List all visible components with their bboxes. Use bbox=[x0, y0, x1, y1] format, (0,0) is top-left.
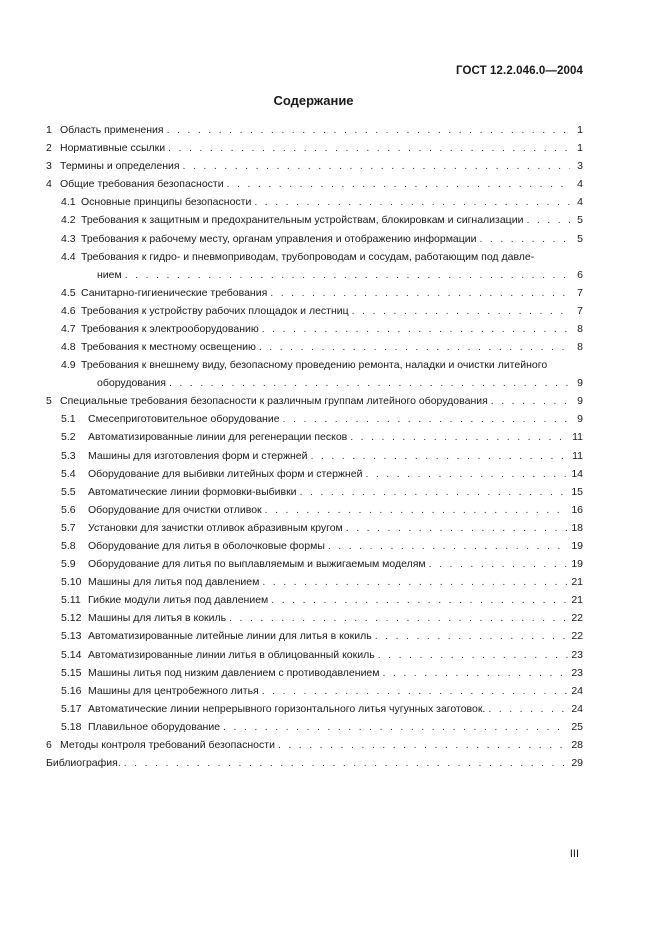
toc-entry bbox=[46, 558, 583, 571]
dot-leader bbox=[488, 703, 568, 716]
toc-entry-page: 22 bbox=[571, 612, 583, 625]
toc-entry-page: 28 bbox=[571, 739, 583, 751]
table-of-contents bbox=[46, 124, 583, 775]
toc-entry-title-continued: нием bbox=[97, 268, 122, 281]
toc-entry-title: Требования к устройству рабочих площадок и лестниц bbox=[81, 304, 349, 317]
toc-entry-page: 9 bbox=[577, 377, 583, 390]
toc-entry bbox=[46, 124, 583, 137]
toc-entry-page: 19 bbox=[571, 539, 583, 552]
toc-entry bbox=[46, 721, 583, 734]
toc-entry-title: Автоматизированные литейные линии для литья в кокиль bbox=[88, 630, 372, 643]
dot-leader bbox=[328, 540, 568, 553]
toc-entry bbox=[46, 649, 583, 662]
toc-entry-page: 8 bbox=[577, 341, 583, 354]
toc-entry bbox=[46, 251, 583, 282]
toc-entry-number: 4.9 bbox=[61, 359, 76, 372]
toc-entry-page: 5 bbox=[577, 232, 583, 245]
toc-entry-title: Плавильное оборудование bbox=[88, 720, 221, 733]
toc-entry-page: 16 bbox=[571, 503, 583, 516]
toc-entry-title: Машины для литья под давлением bbox=[88, 576, 260, 589]
toc-entry bbox=[46, 739, 583, 752]
dot-leader bbox=[227, 178, 570, 191]
toc-entry-page: 1 bbox=[577, 142, 583, 155]
toc-entry-title: Требования к защитным и предохранительным устройствам, блокировкам и сигнализации bbox=[81, 214, 524, 227]
toc-entry-page: 11 bbox=[572, 449, 583, 462]
toc-entry bbox=[46, 341, 583, 354]
toc-entry-number: 4.5 bbox=[61, 286, 76, 299]
toc-entry-title: Основные принципы безопасности bbox=[81, 196, 252, 209]
dot-leader bbox=[223, 721, 568, 734]
toc-entry-title: Машины литья под низким давлением с противодавлением bbox=[88, 666, 380, 679]
toc-entry-number: 5.11 bbox=[61, 594, 81, 607]
toc-entry-page: 29 bbox=[571, 757, 583, 770]
toc-entry-title: Установки для зачистки отливок абразивным кругом bbox=[88, 521, 343, 534]
toc-entry-title: Нормативные ссылки bbox=[60, 142, 166, 155]
dot-leader bbox=[480, 233, 571, 246]
toc-entry-title: Требования к рабочему месту, органам управления и отображению информации bbox=[81, 232, 477, 245]
toc-entry-page: 9 bbox=[577, 395, 583, 408]
dot-leader bbox=[262, 576, 568, 589]
toc-entry-page: 14 bbox=[571, 467, 583, 480]
toc-entry-page: 7 bbox=[577, 286, 583, 299]
toc-entry-title: Методы контроля требований безопасности bbox=[60, 739, 275, 751]
dot-leader bbox=[254, 196, 570, 209]
toc-entry bbox=[46, 196, 583, 209]
dot-leader bbox=[125, 269, 570, 282]
toc-entry bbox=[46, 630, 583, 643]
toc-entry bbox=[46, 757, 583, 770]
toc-entry bbox=[46, 504, 583, 517]
toc-entry bbox=[46, 486, 583, 499]
toc-entry-page: 8 bbox=[577, 322, 583, 335]
toc-entry-page: 23 bbox=[571, 648, 583, 661]
toc-entry-title: Санитарно-гигиенические требования bbox=[81, 286, 268, 299]
toc-entry-number: 6 bbox=[46, 739, 52, 751]
dot-leader bbox=[378, 649, 569, 662]
toc-entry-title: Машины для изготовления форм и стержней bbox=[88, 449, 308, 462]
toc-entry-number: 5.14 bbox=[61, 648, 82, 661]
toc-entry-number: 4 bbox=[46, 178, 52, 191]
toc-entry-title: Общие требования безопасности bbox=[60, 178, 224, 191]
dot-leader bbox=[265, 504, 569, 517]
toc-entry-number: 5.16 bbox=[61, 684, 82, 697]
dot-leader bbox=[124, 757, 569, 770]
toc-entry bbox=[46, 142, 583, 155]
toc-entry bbox=[46, 594, 583, 607]
toc-entry-number: 5.4 bbox=[61, 467, 76, 480]
toc-entry-page: 4 bbox=[577, 178, 583, 191]
page-title: Содержание bbox=[273, 93, 354, 108]
dot-leader bbox=[375, 630, 569, 643]
dot-leader bbox=[229, 612, 568, 625]
document-code: ГОСТ 12.2.046.0—2004 bbox=[456, 65, 583, 77]
dot-leader bbox=[383, 667, 569, 680]
toc-entry bbox=[46, 287, 583, 300]
toc-entry-title: Оборудование для литья в оболочковые формы bbox=[88, 539, 325, 552]
dot-leader bbox=[300, 486, 569, 499]
toc-entry-title: Термины и определения bbox=[60, 160, 180, 173]
toc-entry-title: Требования к внешнему виду, безопасному проведению ремонта, наладки и очистки литейного bbox=[81, 359, 548, 372]
toc-entry bbox=[46, 233, 583, 246]
dot-leader bbox=[259, 341, 570, 354]
toc-entry-title: Гибкие модули литья под давлением bbox=[88, 594, 269, 607]
toc-entry-number: 5.9 bbox=[61, 558, 76, 571]
toc-entry-title: Оборудование для литья по выплавляемым и выжигаемым моделям bbox=[88, 558, 426, 571]
toc-entry-number: 4.6 bbox=[61, 304, 76, 317]
toc-entry-number: 4.2 bbox=[61, 214, 76, 227]
dot-leader bbox=[278, 739, 568, 752]
toc-entry-title: Область применения bbox=[60, 124, 164, 136]
toc-entry-page: 21 bbox=[571, 594, 583, 607]
toc-entry bbox=[46, 214, 583, 227]
toc-entry bbox=[46, 703, 583, 716]
toc-entry-page: 4 bbox=[577, 196, 583, 209]
toc-entry-page: 15 bbox=[571, 485, 583, 498]
toc-entry-page: 5 bbox=[577, 214, 583, 227]
toc-entry-number: 1 bbox=[46, 124, 52, 136]
toc-entry-number: 4.1 bbox=[61, 196, 76, 209]
toc-entry-page: 11 bbox=[572, 431, 583, 444]
toc-entry-number: 5.2 bbox=[61, 431, 76, 444]
toc-entry bbox=[46, 468, 583, 481]
toc-entry-number: 5.17 bbox=[61, 702, 82, 715]
toc-entry bbox=[46, 667, 583, 680]
dot-leader bbox=[169, 377, 570, 390]
toc-entry-page: 24 bbox=[571, 702, 583, 715]
dot-leader bbox=[429, 558, 569, 571]
dot-leader bbox=[262, 323, 570, 336]
toc-entry-number: 4.7 bbox=[61, 322, 76, 335]
toc-entry-number: 3 bbox=[46, 160, 52, 173]
toc-entry bbox=[46, 178, 583, 191]
toc-entry bbox=[46, 413, 583, 426]
toc-entry-page: 9 bbox=[577, 413, 583, 426]
toc-entry-number: 5.5 bbox=[61, 485, 76, 498]
dot-leader bbox=[183, 160, 570, 173]
dot-leader bbox=[168, 142, 570, 155]
toc-entry-number: 5.15 bbox=[61, 666, 82, 679]
toc-entry-title: Машины для литья в кокиль bbox=[88, 612, 227, 625]
toc-entry-number: 4.4 bbox=[61, 250, 76, 263]
toc-entry bbox=[46, 540, 583, 553]
toc-entry-title: Специальные требования безопасности к различным группам литейного оборудования bbox=[60, 395, 488, 408]
toc-entry bbox=[46, 160, 583, 173]
toc-entry-number: 5.10 bbox=[61, 576, 82, 589]
toc-entry-number: 4.8 bbox=[61, 341, 76, 354]
toc-entry-number: 5.3 bbox=[61, 449, 76, 462]
toc-entry bbox=[46, 522, 583, 535]
page-number: III bbox=[569, 848, 579, 860]
toc-entry-number: 5.7 bbox=[61, 521, 76, 534]
toc-entry-page: 24 bbox=[571, 684, 583, 697]
dot-leader bbox=[262, 685, 569, 698]
toc-entry-title: Требования к местному освещению bbox=[81, 341, 256, 354]
toc-entry-number: 5.12 bbox=[61, 612, 82, 625]
dot-leader bbox=[365, 468, 568, 481]
toc-entry bbox=[46, 323, 583, 336]
dot-leader bbox=[311, 450, 570, 463]
toc-entry-title: Машины для центробежного литья bbox=[88, 684, 259, 697]
toc-entry bbox=[46, 359, 583, 390]
toc-entry-title: Оборудование для очистки отливок bbox=[88, 503, 262, 516]
toc-entry-page: 3 bbox=[577, 160, 583, 173]
toc-entry-page: 23 bbox=[571, 666, 583, 679]
toc-entry-number: 5.18 bbox=[61, 720, 82, 733]
dot-leader bbox=[283, 413, 570, 426]
toc-entry-number: 5.8 bbox=[61, 539, 76, 552]
toc-entry-title: Библиография. bbox=[46, 757, 121, 770]
toc-entry-title: Требования к гидро- и пневмоприводам, трубопроводам и сосудам, работающим под давле- bbox=[81, 250, 535, 263]
toc-entry bbox=[46, 685, 583, 698]
toc-entry bbox=[46, 576, 583, 589]
toc-entry-title: Оборудование для выбивки литейных форм и стержней bbox=[88, 467, 363, 480]
dot-leader bbox=[350, 431, 569, 444]
toc-entry-page: 21 bbox=[571, 576, 583, 589]
toc-entry bbox=[46, 395, 583, 408]
dot-leader bbox=[491, 395, 570, 408]
toc-entry bbox=[46, 431, 583, 444]
toc-entry bbox=[46, 305, 583, 318]
toc-entry-number: 5.6 bbox=[61, 503, 76, 516]
toc-entry-number: 5.13 bbox=[61, 630, 82, 643]
toc-entry-page: 22 bbox=[571, 630, 583, 643]
toc-entry-page: 6 bbox=[577, 268, 583, 281]
toc-entry-title: Смесеприготовительное оборудование bbox=[88, 413, 280, 426]
dot-leader bbox=[346, 522, 569, 535]
dot-leader bbox=[167, 124, 570, 137]
toc-entry bbox=[46, 612, 583, 625]
toc-entry-page: 7 bbox=[577, 304, 583, 317]
toc-entry-page: 1 bbox=[577, 124, 583, 136]
toc-entry-title: Автоматизированные линии литья в облицованный кокиль bbox=[88, 648, 375, 661]
toc-entry bbox=[46, 450, 583, 463]
toc-entry-title: Требования к электрооборудованию bbox=[81, 322, 259, 335]
toc-entry-page: 18 bbox=[571, 521, 583, 534]
toc-entry-number: 5.1 bbox=[61, 413, 76, 426]
toc-entry-page: 19 bbox=[571, 558, 583, 571]
dot-leader bbox=[271, 594, 568, 607]
toc-entry-title: Автоматизированные линии для регенерации песков bbox=[88, 431, 348, 444]
toc-entry-title: Автоматические линии непрерывного горизонтального литья чугунных заготовок. bbox=[88, 702, 486, 715]
toc-entry-title-continued: оборудования bbox=[97, 377, 166, 390]
dot-leader bbox=[270, 287, 570, 300]
toc-entry-number: 4.3 bbox=[61, 232, 76, 245]
toc-entry-number: 2 bbox=[46, 142, 52, 155]
dot-leader bbox=[526, 214, 570, 227]
dot-leader bbox=[352, 305, 570, 318]
toc-entry-number: 5 bbox=[46, 395, 52, 408]
toc-entry-title: Автоматические линии формовки-выбивки bbox=[88, 485, 297, 498]
toc-entry-page: 25 bbox=[571, 720, 583, 733]
